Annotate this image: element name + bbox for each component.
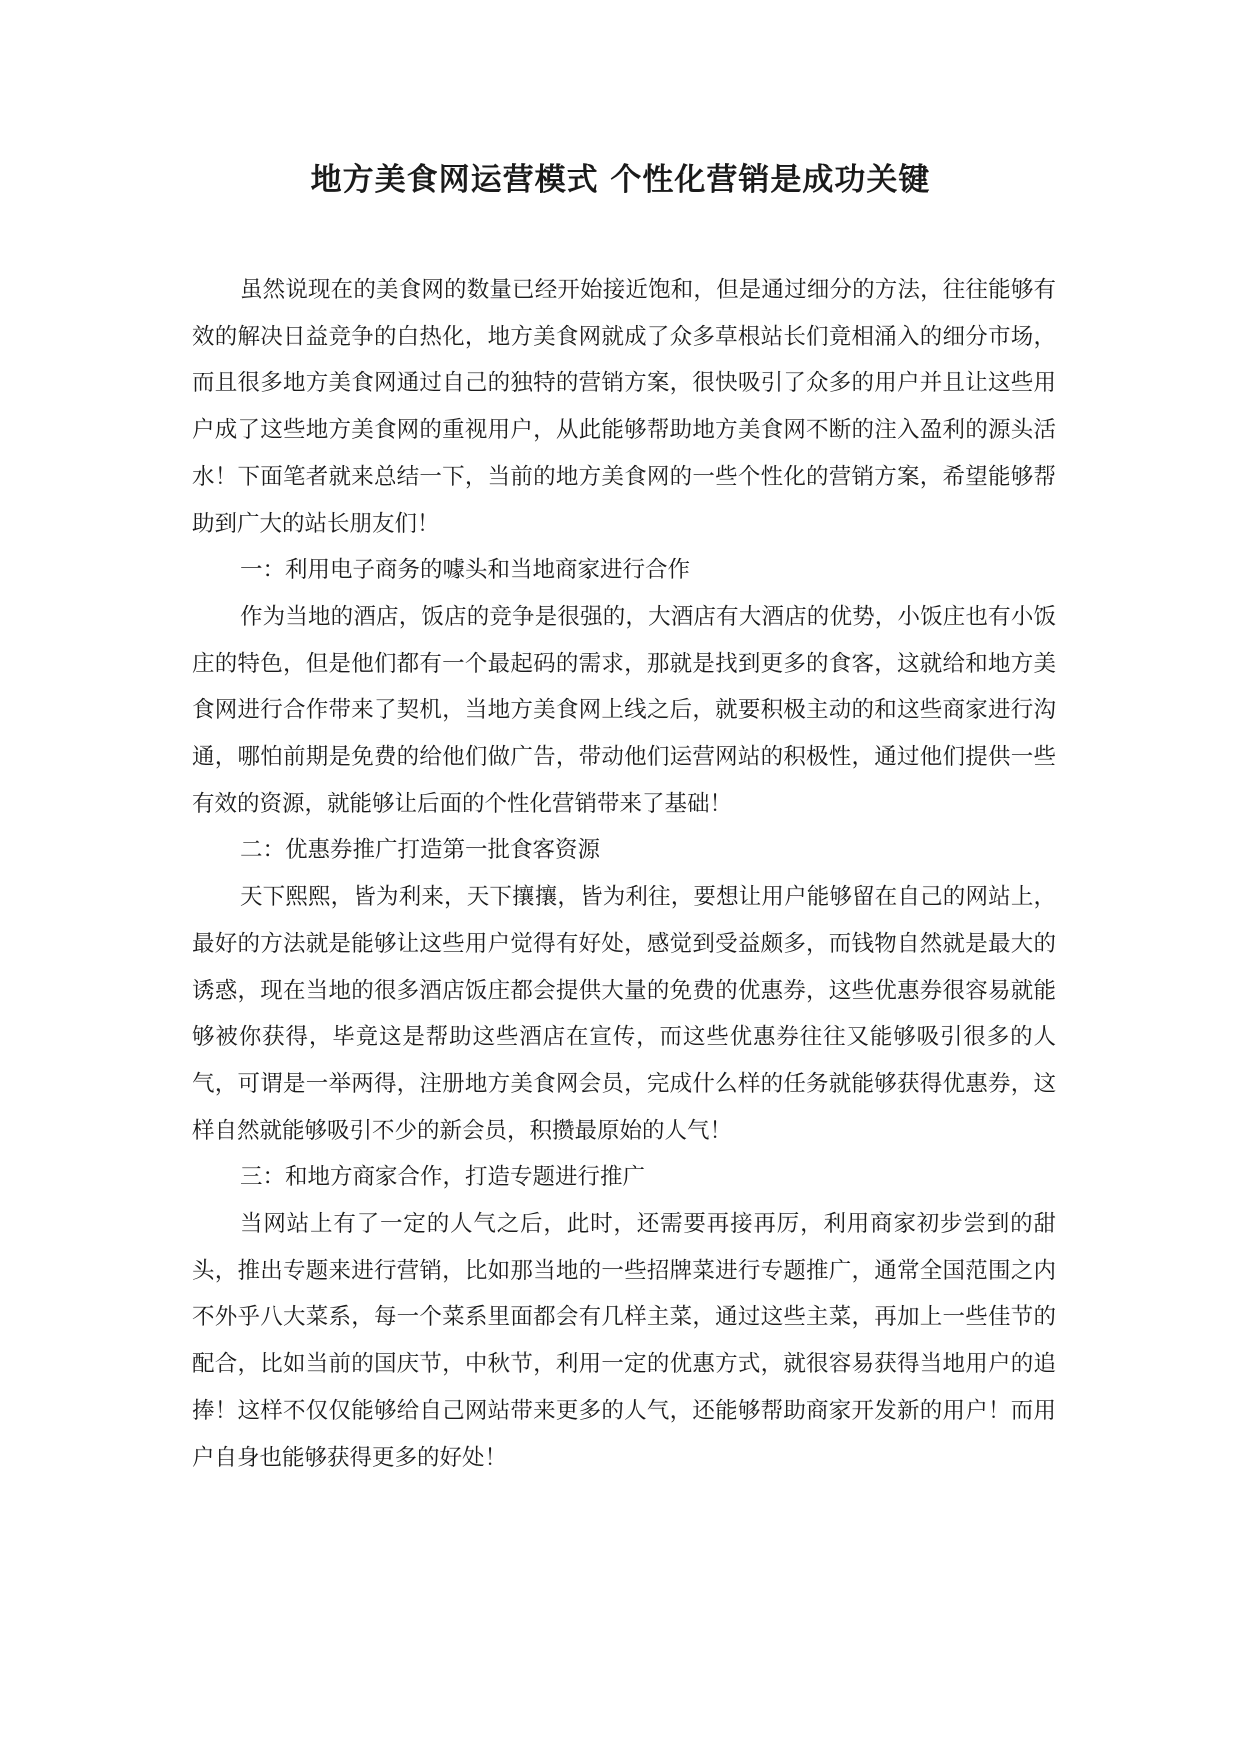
section-paragraph-3: 当网站上有了一定的人气之后，此时，还需要再接再厉，利用商家初步尝到的甜头，推出专题来进行营销，比如那当地的一些招牌菜进行专题推广，通常全国范围之内不外乎八大菜系，每一个菜系里面都会有几样主菜，通过这些主菜，再加上一些佳节的配合，比如当前的国庆节，中秋节，利用一定的优惠方式，就很容易获得当地用户的追捧！这样不仅仅能够给自己网站带来更多的人气，还能够帮助商家开发新的用户！而用户自身也能够获得更多的好处！ <box>192 1211 1056 1471</box>
section-heading-1: 一：利用电子商务的噱头和当地商家进行合作 <box>240 557 691 584</box>
section-paragraph-1: 作为当地的酒店，饭店的竞争是很强的，大酒店有大酒店的优势，小饭庄也有小饭庄的特色，但是他们都有一个最起码的需求，那就是找到更多的食客，这就给和地方美食网进行合作带来了契机，当地方美食网上线之后，就要积极主动的和这些商家进行沟通，哪怕前期是免费的给他们做广告，带动他们运营网站的积极性，通过他们提供一些有效的资源，就能够让后面的个性化营销带来了基础！ <box>192 603 1056 817</box>
section-paragraph-2: 天下熙熙，皆为利来，天下攘攘，皆为利往，要想让用户能够留在自己的网站上，最好的方法就是能够让这些用户觉得有好处，感觉到受益颇多，而钱物自然就是最大的诱惑，现在当地的很多酒店饭庄都会提供大量的免费的优惠券，这些优惠券很容易就能够被你获得，毕竟这是帮助这些酒店在宣传，而这些优惠券往往又能够吸引很多的人气，可谓是一举两得，注册地方美食网会员，完成什么样的任务就能够获得优惠券，这样自然就能够吸引不少的新会员，积攒最原始的人气！ <box>192 884 1056 1144</box>
document-body <box>192 267 1056 1481</box>
section-heading-2: 二：优惠券推广打造第一批食客资源 <box>240 837 601 864</box>
intro-paragraph: 虽然说现在的美食网的数量已经开始接近饱和，但是通过细分的方法，往往能够有效的解决日益竞争的白热化，地方美食网就成了众多草根站长们竟相涌入的细分市场，而且很多地方美食网通过自己的独特的营销方案，很快吸引了众多的用户并且让这些用户成了这些地方美食网的重视用户，从此能够帮助地方美食网不断的注入盈利的源头活水！下面笔者就来总结一下，当前的地方美食网的一些个性化的营销方案，希望能够帮助到广大的站长朋友们！ <box>192 277 1056 537</box>
section-heading-3: 三：和地方商家合作，打造专题进行推广 <box>240 1164 646 1191</box>
document-title: 地方美食网运营模式 个性化营销是成功关键 <box>310 162 931 198</box>
